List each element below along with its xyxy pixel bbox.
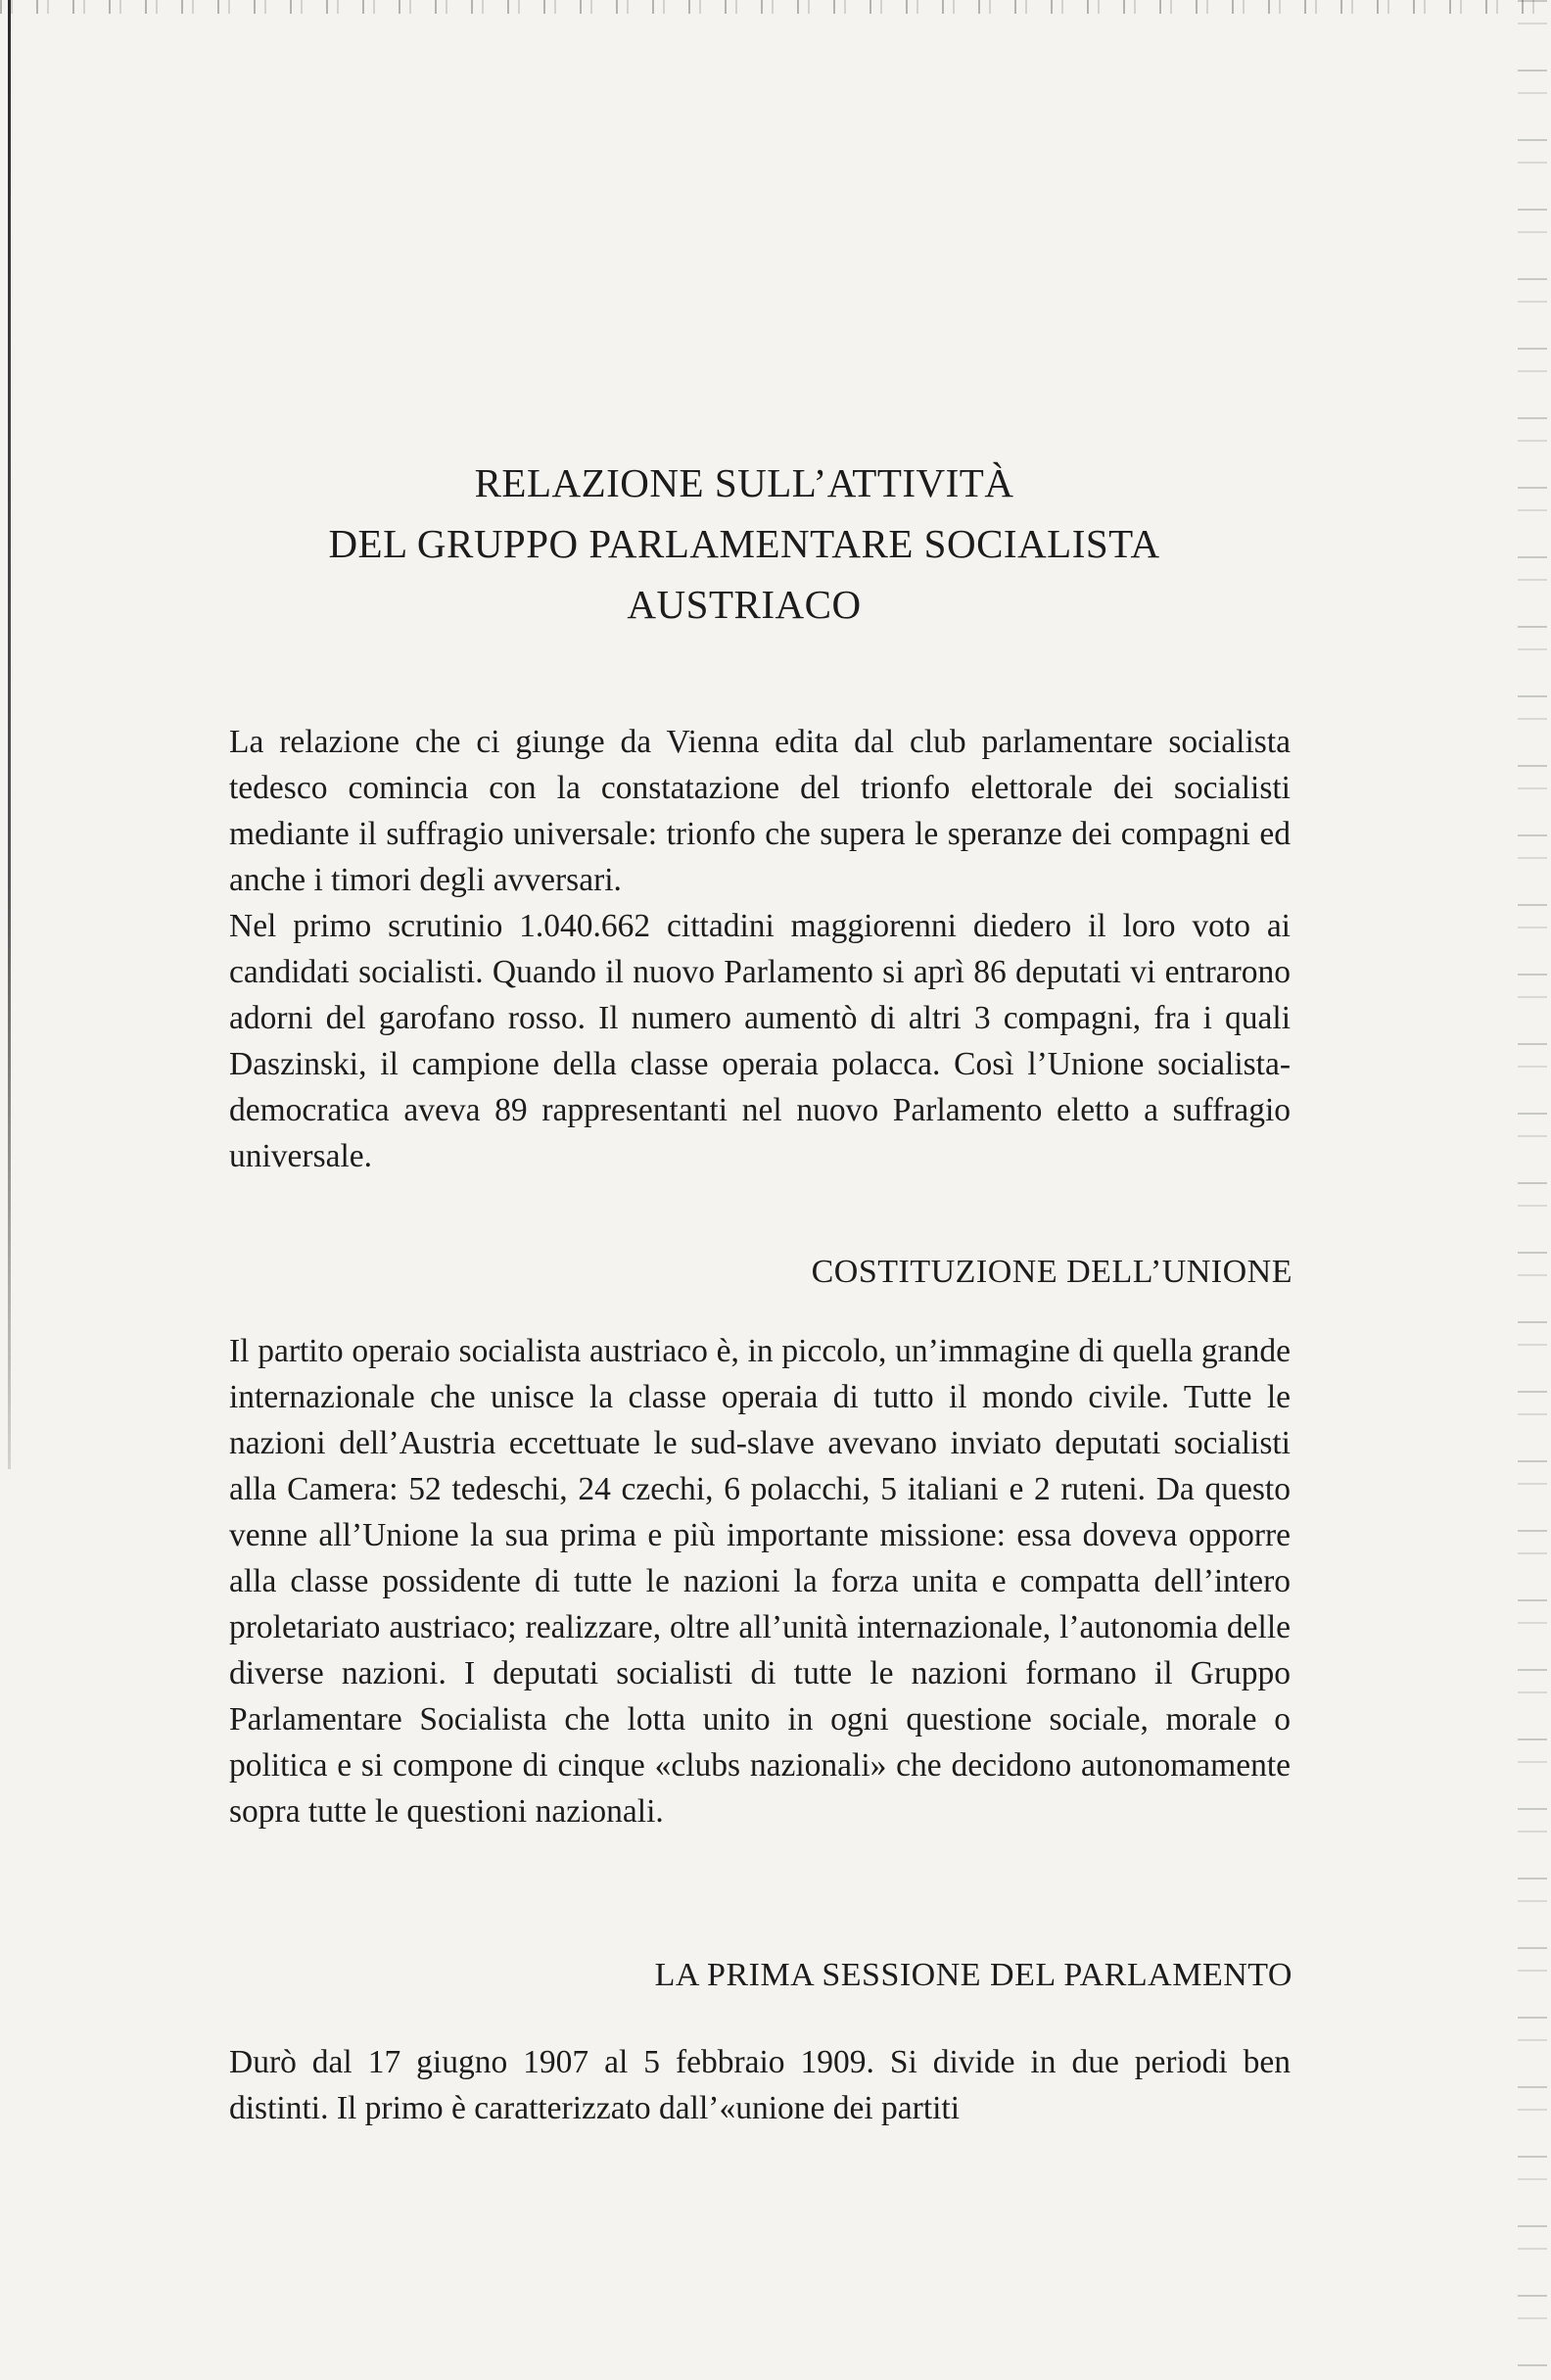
intro-paragraph-2: Nel primo scrutinio 1.040.662 cittadini maggiorenni diedero il loro voto ai candidati socialisti. Quando il nuovo Parlamento si aprì 86 deputati vi entrarono adorni del garofano rosso. Il numero aumentò di altri 3 compagni, fra i quali Daszinski, il campione della classe operaia polacca. Così l’Unione socialista-democratica aveva 89 rappresentanti nel nuovo Parlamento eletto a suffragio universale. xyxy=(229,908,1291,1174)
section-heading-prima-sessione: LA PRIMA SESSIONE DEL PARLAMENTO xyxy=(654,1957,1292,1993)
scan-binding-edge xyxy=(8,0,11,1469)
section-prima-sessione xyxy=(229,2039,1291,2131)
section-1-paragraph: Il partito operaio socialista austriaco è, in piccolo, un’immagine di quella grande internazionale che unisce la classe operaia di tutto il mondo civile. Tutte le nazioni dell’Austria eccettuate le sud-slave avevano inviato deputati socialisti alla Camera: 52 tedeschi, 24 czechi, 6 polacchi, 5 italiani e 2 ruteni. Da questo venne all’Unione la sua prima e più importante missione: essa doveva opporre alla classe possidente di tutte le nazioni la forza unita e compatta dell’intero proletariato austriaco; realizzare, oltre all’unità internazionale, l’autonomia delle diverse nazioni. I deputati socialisti di tutte le nazioni formano il Gruppo Parlamentare Socialista che lotta unito in ogni questione sociale, morale o politica e si compone di cinque «clubs nazionali» che decidono autonomamente sopra tutte le questioni nazionali. xyxy=(229,1333,1291,1830)
intro-section xyxy=(229,719,1291,1179)
title-line-3: AUSTRIACO xyxy=(627,582,862,627)
section-costituzione xyxy=(229,1328,1291,1834)
scan-right-edge xyxy=(1518,0,1547,2380)
title-line-1: RELAZIONE SULL’ATTIVITÀ xyxy=(474,460,1014,505)
document-title xyxy=(235,452,1253,635)
section-heading-costituzione: COSTITUZIONE DELL’UNIONE xyxy=(811,1254,1292,1290)
scan-top-edge xyxy=(0,0,1551,14)
title-line-2: DEL GRUPPO PARLAMENTARE SOCIALISTA xyxy=(328,521,1160,566)
intro-paragraph-1: La relazione che ci giunge da Vienna edita dal club parlamentare socialista tedesco comincia con la constatazione del trionfo elettorale dei socialisti mediante il suffragio universale: trionfo che supera le speranze dei compagni ed anche i timori degli avversari. xyxy=(229,724,1291,898)
section-2-paragraph: Durò dal 17 giugno 1907 al 5 febbraio 1909. Si divide in due periodi ben distinti. Il primo è caratterizzato dall’«unione dei partiti xyxy=(229,2044,1291,2126)
